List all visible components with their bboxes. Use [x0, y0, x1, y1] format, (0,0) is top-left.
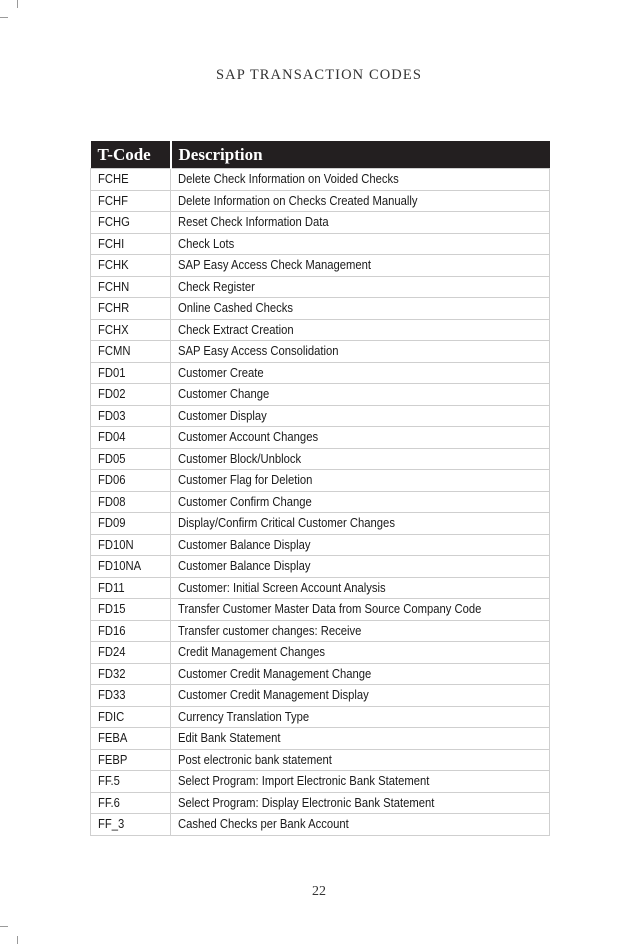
tcode-cell: [91, 556, 171, 578]
tcode-text: FCMN: [98, 344, 131, 359]
description-cell: [171, 362, 550, 384]
tcode-text: FF.5: [98, 774, 120, 789]
transaction-code-table: [90, 141, 550, 836]
description-text: Check Register: [178, 279, 255, 294]
tcode-cell: [91, 470, 171, 492]
table-row: [91, 577, 550, 599]
description-cell: [171, 384, 550, 406]
description-text: Reset Check Information Data: [178, 215, 329, 230]
tcode-text: FD15: [98, 602, 126, 617]
tcode-text: FF.6: [98, 795, 120, 810]
table-row: [91, 814, 550, 836]
description-cell: [171, 448, 550, 470]
description-text: Customer Create: [178, 365, 264, 380]
tcode-text: FCHR: [98, 301, 130, 316]
table-row: [91, 685, 550, 707]
description-text: Customer Confirm Change: [178, 494, 312, 509]
tcode-text: FD24: [98, 645, 126, 660]
tcode-text: FCHN: [98, 279, 130, 294]
table-row: [91, 190, 550, 212]
tcode-text: FD08: [98, 494, 126, 509]
table-row: [91, 792, 550, 814]
tcode-cell: [91, 427, 171, 449]
table-row: [91, 513, 550, 535]
description-text: Select Program: Import Electronic Bank Statement: [178, 774, 430, 789]
description-text: Post electronic bank statement: [178, 752, 332, 767]
table-row: [91, 534, 550, 556]
description-text: Customer Flag for Deletion: [178, 473, 313, 488]
description-text: Customer Credit Management Display: [178, 688, 369, 703]
description-text: Customer Display: [178, 408, 267, 423]
tcode-cell: [91, 233, 171, 255]
description-text: Delete Check Information on Voided Checks: [178, 172, 399, 187]
crop-mark: [0, 926, 8, 927]
tcode-text: FCHK: [98, 258, 129, 273]
tcode-cell: [91, 513, 171, 535]
table-row: [91, 599, 550, 621]
table-row: [91, 427, 550, 449]
tcode-text: FD09: [98, 516, 126, 531]
tcode-cell: [91, 169, 171, 191]
table-row: [91, 341, 550, 363]
tcode-text: FCHX: [98, 322, 129, 337]
tcode-cell: [91, 577, 171, 599]
table-body: [91, 169, 550, 836]
table-row: [91, 706, 550, 728]
description-text: Check Lots: [178, 236, 235, 251]
tcode-cell: [91, 448, 171, 470]
tcode-cell: [91, 276, 171, 298]
tcode-cell: [91, 491, 171, 513]
description-text: Select Program: Display Electronic Bank Statement: [178, 795, 435, 810]
tcode-cell: [91, 405, 171, 427]
description-cell: [171, 255, 550, 277]
description-cell: [171, 470, 550, 492]
tcode-cell: [91, 298, 171, 320]
description-text: Transfer customer changes: Receive: [178, 623, 362, 638]
table-row: [91, 556, 550, 578]
table-row: [91, 728, 550, 750]
tcode-text: FD32: [98, 666, 126, 681]
description-text: Online Cashed Checks: [178, 301, 294, 316]
description-cell: [171, 405, 550, 427]
description-cell: [171, 233, 550, 255]
description-text: SAP Easy Access Check Management: [178, 258, 372, 273]
description-cell: [171, 728, 550, 750]
table-row: [91, 169, 550, 191]
description-text: Display/Confirm Critical Customer Changes: [178, 516, 395, 531]
page-number: 22: [312, 884, 326, 899]
crop-mark: [17, 936, 18, 944]
description-cell: [171, 577, 550, 599]
description-text: Customer Balance Display: [178, 537, 311, 552]
description-text: Currency Translation Type: [178, 709, 310, 724]
table-row: [91, 491, 550, 513]
description-text: Delete Information on Checks Created Manually: [178, 193, 418, 208]
tcode-cell: [91, 341, 171, 363]
crop-mark: [0, 17, 8, 18]
tcode-cell: [91, 599, 171, 621]
table-row: [91, 298, 550, 320]
description-text: Cashed Checks per Bank Account: [178, 817, 349, 832]
tcode-text: FD10N: [98, 537, 134, 552]
tcode-text: FD01: [98, 365, 126, 380]
tcode-cell: [91, 792, 171, 814]
tcode-text: FCHG: [98, 215, 130, 230]
tcode-text: FD06: [98, 473, 126, 488]
description-cell: [171, 341, 550, 363]
description-text: Customer: Initial Screen Account Analysis: [178, 580, 386, 595]
description-cell: [171, 642, 550, 664]
description-cell: [171, 771, 550, 793]
description-text: Transfer Customer Master Data from Source Company Code: [178, 602, 482, 617]
tcode-text: FD11: [98, 580, 125, 595]
table-row: [91, 620, 550, 642]
tcode-cell: [91, 319, 171, 341]
page-title: SAP TRANSACTION CODES: [216, 67, 422, 83]
description-cell: [171, 685, 550, 707]
table-row: [91, 276, 550, 298]
tcode-cell: [91, 212, 171, 234]
tcode-cell: [91, 362, 171, 384]
description-cell: [171, 749, 550, 771]
tcode-cell: [91, 706, 171, 728]
tcode-cell: [91, 255, 171, 277]
table-row: [91, 233, 550, 255]
table-row: [91, 663, 550, 685]
crop-mark: [17, 0, 18, 8]
tcode-text: FD04: [98, 430, 126, 445]
header-tcode: T-Code: [91, 141, 171, 169]
tcode-text: FD02: [98, 387, 126, 402]
tcode-cell: [91, 190, 171, 212]
description-cell: [171, 534, 550, 556]
description-cell: [171, 319, 550, 341]
tcode-text: FD10NA: [98, 559, 142, 574]
tcode-text: FD16: [98, 623, 126, 638]
tcode-cell: [91, 728, 171, 750]
table-row: [91, 319, 550, 341]
description-text: Edit Bank Statement: [178, 731, 281, 746]
table-row: [91, 362, 550, 384]
table-row: [91, 405, 550, 427]
description-text: Credit Management Changes: [178, 645, 325, 660]
tcode-text: FF_3: [98, 817, 125, 832]
table-row: [91, 448, 550, 470]
table-row: [91, 384, 550, 406]
description-text: SAP Easy Access Consolidation: [178, 344, 339, 359]
tcode-cell: [91, 814, 171, 836]
tcode-cell: [91, 685, 171, 707]
description-cell: [171, 169, 550, 191]
description-cell: [171, 190, 550, 212]
description-cell: [171, 620, 550, 642]
tcode-cell: [91, 749, 171, 771]
description-cell: [171, 814, 550, 836]
tcode-cell: [91, 534, 171, 556]
table-row: [91, 771, 550, 793]
tcode-text: FEBA: [98, 731, 128, 746]
description-cell: [171, 599, 550, 621]
table-row: [91, 470, 550, 492]
header-description: Description: [171, 141, 550, 169]
description-cell: [171, 276, 550, 298]
description-text: Customer Balance Display: [178, 559, 311, 574]
tcode-text: FD03: [98, 408, 126, 423]
tcode-text: FCHI: [98, 236, 125, 251]
table-header-row: [91, 141, 550, 169]
description-cell: [171, 513, 550, 535]
tcode-cell: [91, 620, 171, 642]
tcode-cell: [91, 771, 171, 793]
description-text: Customer Account Changes: [178, 430, 319, 445]
description-cell: [171, 792, 550, 814]
tcode-text: FCHF: [98, 193, 128, 208]
description-cell: [171, 556, 550, 578]
description-text: Check Extract Creation: [178, 322, 294, 337]
description-cell: [171, 298, 550, 320]
table-row: [91, 642, 550, 664]
description-cell: [171, 212, 550, 234]
description-cell: [171, 706, 550, 728]
tcode-cell: [91, 663, 171, 685]
description-cell: [171, 491, 550, 513]
table-row: [91, 255, 550, 277]
description-text: Customer Block/Unblock: [178, 451, 302, 466]
tcode-cell: [91, 642, 171, 664]
table-row: [91, 212, 550, 234]
description-text: Customer Credit Management Change: [178, 666, 372, 681]
tcode-text: FD33: [98, 688, 126, 703]
tcode-text: FDIC: [98, 709, 125, 724]
tcode-text: FD05: [98, 451, 126, 466]
description-text: Customer Change: [178, 387, 270, 402]
description-cell: [171, 427, 550, 449]
tcode-text: FEBP: [98, 752, 128, 767]
description-cell: [171, 663, 550, 685]
tcode-cell: [91, 384, 171, 406]
tcode-text: FCHE: [98, 172, 129, 187]
table-row: [91, 749, 550, 771]
